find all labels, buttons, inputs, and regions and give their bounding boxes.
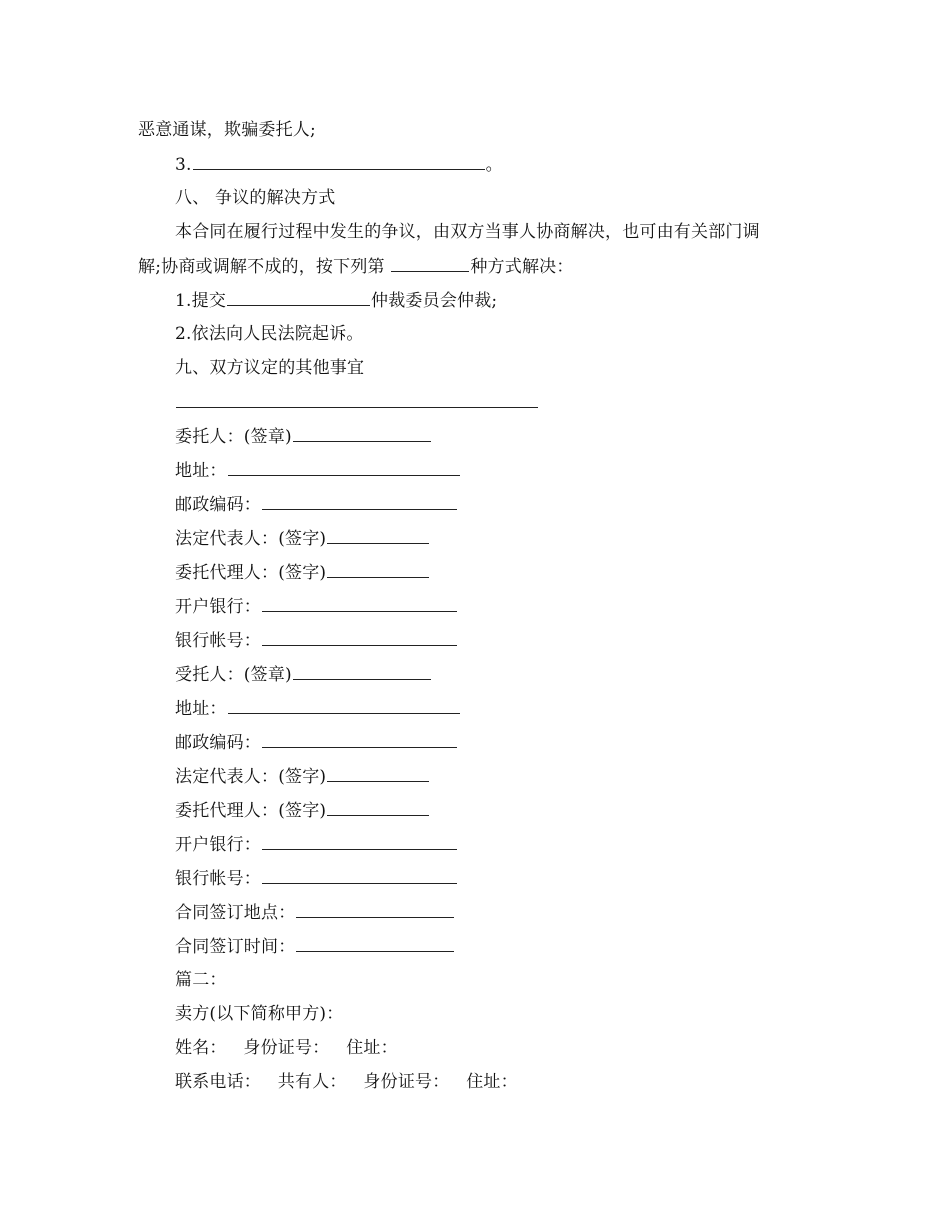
seller-identity-line: 姓名： 身份证号： 住址： <box>175 1038 398 1058</box>
agent-legal-rep-field: 法定代表人：(签字) <box>175 765 430 788</box>
principal-seal-field: 委托人：(签章) <box>175 425 432 448</box>
part-two-heading: 篇二： <box>175 970 227 990</box>
clause-item-3: 3. 。 <box>175 155 503 175</box>
other-matters-blank <box>175 391 539 414</box>
agent-account-field: 银行帐号： <box>175 867 458 890</box>
fill-blank[interactable] <box>262 493 457 510</box>
fill-blank[interactable] <box>293 663 431 680</box>
agent-bank-field: 开户银行： <box>175 833 458 856</box>
agent-postcode-field: 邮政编码： <box>175 731 458 754</box>
dispute-paragraph-line-1: 本合同在履行过程中发生的争议，由双方当事人协商解决，也可由有关部门调 <box>175 222 760 242</box>
fill-blank[interactable] <box>327 561 429 578</box>
fill-blank[interactable] <box>293 425 431 442</box>
fill-blank[interactable] <box>391 255 469 272</box>
fill-blank[interactable] <box>262 833 457 850</box>
section-heading-8: 八、 争议的解决方式 <box>175 188 336 208</box>
agent-address-field: 地址： <box>175 697 461 720</box>
fill-blank[interactable] <box>262 867 457 884</box>
option-arbitration: 1.提交 仲裁委员会仲裁; <box>175 291 498 311</box>
principal-bank-field: 开户银行： <box>175 595 458 618</box>
signing-time-field: 合同签订时间： <box>175 935 455 958</box>
agent-seal-field: 受托人：(签章) <box>175 663 432 686</box>
fill-blank[interactable] <box>327 799 429 816</box>
principal-legal-rep-field: 法定代表人：(签字) <box>175 527 430 550</box>
dispute-paragraph-line-2: 解;协商或调解不成的，按下列第 种方式解决： <box>138 257 574 277</box>
fill-blank[interactable] <box>176 391 538 408</box>
seller-contact-line: 联系电话： 共有人： 身份证号： 住址： <box>175 1072 518 1092</box>
clause-line-1: 恶意通谋，欺骗委托人; <box>138 120 316 140</box>
fill-blank[interactable] <box>296 935 454 952</box>
fill-blank[interactable] <box>327 527 429 544</box>
fill-blank[interactable] <box>227 289 370 306</box>
fill-blank[interactable] <box>193 153 485 170</box>
section-heading-9: 九、双方议定的其他事宜 <box>175 358 365 378</box>
signing-place-field: 合同签订地点： <box>175 901 455 924</box>
fill-blank[interactable] <box>228 697 460 714</box>
fill-blank[interactable] <box>327 765 429 782</box>
principal-agent-field: 委托代理人：(签字) <box>175 561 430 584</box>
principal-account-field: 银行帐号： <box>175 629 458 652</box>
option-court: 2.依法向人民法院起诉。 <box>175 324 364 344</box>
fill-blank[interactable] <box>296 901 454 918</box>
principal-address-field: 地址： <box>175 459 461 482</box>
fill-blank[interactable] <box>262 731 457 748</box>
principal-postcode-field: 邮政编码： <box>175 493 458 516</box>
seller-heading: 卖方(以下简称甲方)： <box>175 1004 344 1024</box>
fill-blank[interactable] <box>262 595 457 612</box>
fill-blank[interactable] <box>262 629 457 646</box>
fill-blank[interactable] <box>228 459 460 476</box>
agent-agent-field: 委托代理人：(签字) <box>175 799 430 822</box>
